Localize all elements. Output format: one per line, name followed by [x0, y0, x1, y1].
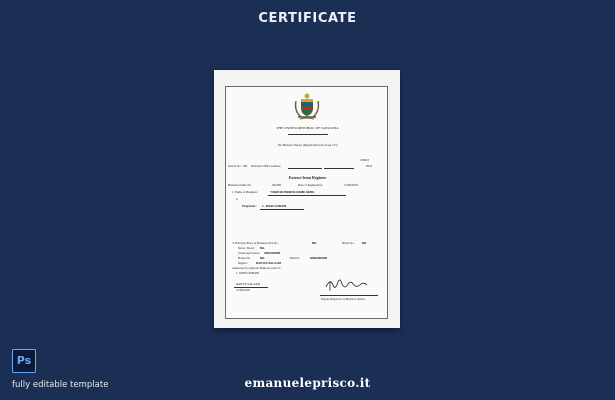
editable-template-text: fully editable template [12, 380, 109, 390]
coat-of-arms-icon [292, 91, 322, 121]
business-name-label: 1. Name of Business: [232, 190, 258, 194]
house-value: NIL [260, 256, 265, 260]
authorized-value: 1. JOHN CHIKON [236, 271, 260, 275]
field-line [324, 168, 354, 169]
deputy-registrar: Deputy Registrar of Business Names [321, 297, 365, 301]
region-value: DAR ES SALAAM [256, 261, 282, 265]
sign-place: DAR ES SALAAM [236, 282, 261, 286]
extract-heading: Extract from Register [288, 175, 327, 180]
proprietor-label: Proprietor: [242, 204, 257, 208]
certificate-paper [214, 70, 400, 328]
field-line [288, 168, 322, 169]
office-label: Principal Office Address [251, 164, 281, 168]
number-sub: 2018 [366, 164, 372, 168]
certificate-document [225, 86, 388, 319]
business-name-no-value: 401669 [272, 183, 281, 187]
signature-icon [324, 277, 370, 293]
street-value: NIL [260, 246, 265, 250]
act-name: The Business Names (Registration) Act (Cap 213) [277, 143, 338, 147]
item-2-label: 2. [236, 197, 239, 201]
signature-line [320, 295, 378, 296]
page-title: CERTIFICATE [258, 11, 357, 26]
street-label: Street / Road: [238, 246, 255, 250]
search-no-label: Search No. [228, 164, 242, 168]
search-no-value: NIL [243, 164, 248, 168]
block-value: NIL [362, 241, 367, 245]
number-top: 218023 [360, 158, 369, 162]
block-label: Block No. [342, 241, 355, 245]
plot-value: NIL [312, 241, 317, 245]
registration-date-label: Date of Registration [298, 183, 323, 187]
house-label: House No. [238, 256, 251, 260]
registration-date-value: 21/06/2018 [344, 183, 358, 187]
divider [288, 134, 328, 135]
business-name-no-label: Business Name No. [228, 183, 252, 187]
region-label: Region: [238, 261, 248, 265]
authorized-label: Authorized to Operate Bank Account of: [232, 266, 281, 270]
photoshop-icon: Ps [12, 349, 36, 373]
website-link[interactable]: emanueleprisco.it [244, 376, 371, 390]
principal-place-label: 3. Principal Place of Business Plot No. [232, 241, 279, 245]
field-line [268, 195, 346, 196]
country-name: THE UNITED REPUBLIC OF TANZANIA [276, 126, 339, 130]
district-label: District: [290, 256, 300, 260]
business-name-value: YUBRI BUSINESS NAME HERE [270, 190, 315, 194]
district-value: KINONDONI [310, 256, 328, 260]
unsurveyed-value: UNKNOWN [264, 251, 280, 255]
unsurveyed-label: Unsurveyed Area: [238, 251, 260, 255]
field-line [260, 209, 304, 210]
sign-date: 21/06/2018 [236, 288, 250, 292]
proprietor-value: 1. JOHN CHIKON [262, 204, 287, 208]
